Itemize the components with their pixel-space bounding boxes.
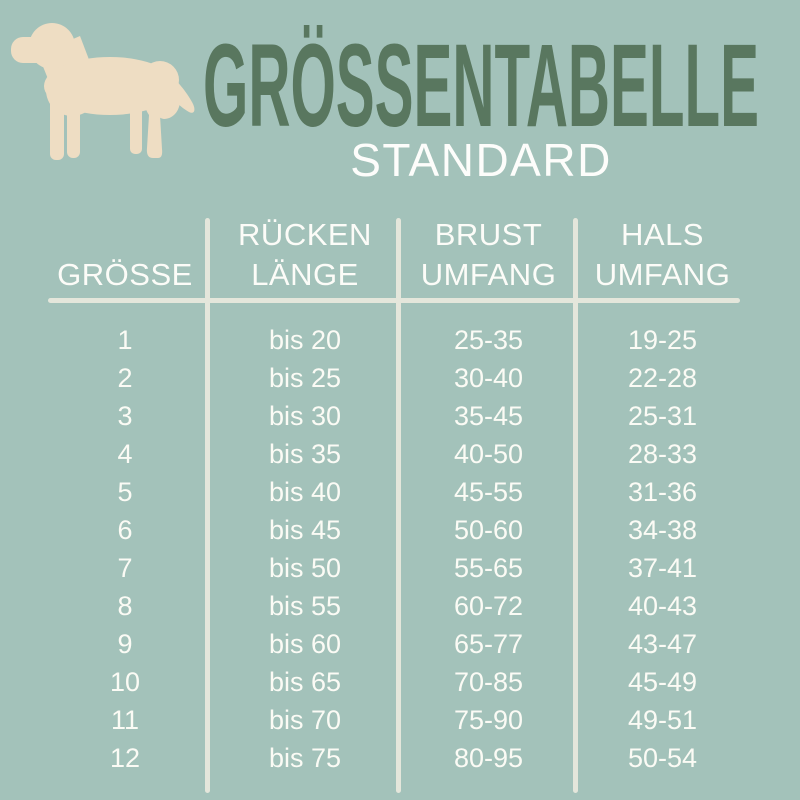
cell-brustumfang: 75-90 <box>453 705 524 735</box>
cell-groesse: 9 <box>117 629 133 659</box>
cell-rueckenlaenge: bis 40 <box>268 477 342 507</box>
page-title: GRÖSSENTABELLE <box>203 20 759 148</box>
table-row <box>40 549 748 587</box>
table-row <box>40 739 748 777</box>
cell-brustumfang: 50-60 <box>453 515 524 545</box>
table-row <box>40 435 748 473</box>
cell-groesse: 11 <box>110 705 140 735</box>
cell-halsumfang: 31-36 <box>627 477 698 507</box>
cell-rueckenlaenge: bis 50 <box>268 553 342 583</box>
cell-groesse: 1 <box>117 325 133 355</box>
table-row <box>40 701 748 739</box>
cell-brustumfang: 70-85 <box>453 667 524 697</box>
cell-rueckenlaenge: bis 20 <box>268 325 342 355</box>
cell-rueckenlaenge: bis 75 <box>268 743 342 773</box>
column-header-halsumfang <box>577 215 748 295</box>
cell-brustumfang: 30-40 <box>453 363 524 393</box>
cell-halsumfang: 34-38 <box>627 515 698 545</box>
cell-brustumfang: 25-35 <box>453 325 524 355</box>
cell-groesse: 3 <box>117 401 133 431</box>
cell-groesse: 4 <box>117 439 133 469</box>
column-header-brustumfang <box>400 215 577 295</box>
table-row <box>40 663 748 701</box>
cell-halsumfang: 49-51 <box>627 705 698 735</box>
cell-groesse: 8 <box>117 591 133 621</box>
column-header-label: UMFANG <box>420 257 557 292</box>
cell-groesse: 5 <box>117 477 133 507</box>
cell-brustumfang: 45-55 <box>453 477 524 507</box>
cell-halsumfang: 22-28 <box>627 363 698 393</box>
cell-brustumfang: 35-45 <box>453 401 524 431</box>
cell-rueckenlaenge: bis 65 <box>268 667 342 697</box>
dog-silhouette-icon <box>10 20 196 164</box>
page-subtitle: STANDARD <box>350 134 612 186</box>
cell-groesse: 2 <box>117 363 133 393</box>
header-underline <box>48 298 740 303</box>
table-row <box>40 625 748 663</box>
column-header-rueckenlaenge <box>210 215 400 295</box>
column-header-label: RÜCKEN <box>238 217 372 252</box>
cell-groesse: 10 <box>109 667 141 697</box>
cell-rueckenlaenge: bis 25 <box>268 363 342 393</box>
cell-rueckenlaenge: bis 45 <box>268 515 342 545</box>
table-row <box>40 587 748 625</box>
column-header-label: UMFANG <box>594 257 731 292</box>
table-row <box>40 321 748 359</box>
cell-brustumfang: 60-72 <box>453 591 524 621</box>
table-row <box>40 397 748 435</box>
table-body <box>40 321 748 777</box>
cell-halsumfang: 50-54 <box>627 743 698 773</box>
column-header-groesse <box>40 215 210 295</box>
cell-halsumfang: 19-25 <box>627 325 698 355</box>
column-header-label: GRÖSSE <box>57 257 193 292</box>
column-header-label: BRUST <box>434 217 543 252</box>
cell-halsumfang: 45-49 <box>627 667 698 697</box>
cell-halsumfang: 25-31 <box>627 401 698 431</box>
cell-halsumfang: 28-33 <box>627 439 698 469</box>
table-row <box>40 511 748 549</box>
cell-groesse: 6 <box>117 515 133 545</box>
cell-brustumfang: 55-65 <box>453 553 524 583</box>
cell-groesse: 7 <box>117 553 133 583</box>
cell-rueckenlaenge: bis 70 <box>268 705 342 735</box>
table-row <box>40 359 748 397</box>
column-header-label: LÄNGE <box>251 257 359 292</box>
table-header <box>40 215 748 295</box>
cell-rueckenlaenge: bis 60 <box>268 629 342 659</box>
cell-rueckenlaenge: bis 35 <box>268 439 342 469</box>
cell-brustumfang: 65-77 <box>453 629 524 659</box>
table-row <box>40 473 748 511</box>
cell-rueckenlaenge: bis 30 <box>268 401 342 431</box>
cell-brustumfang: 40-50 <box>453 439 524 469</box>
cell-halsumfang: 43-47 <box>627 629 698 659</box>
cell-groesse: 12 <box>109 743 141 773</box>
cell-halsumfang: 40-43 <box>627 591 698 621</box>
column-header-label: HALS <box>621 217 704 252</box>
cell-halsumfang: 37-41 <box>627 553 698 583</box>
cell-brustumfang: 80-95 <box>453 743 524 773</box>
cell-rueckenlaenge: bis 55 <box>268 591 342 621</box>
